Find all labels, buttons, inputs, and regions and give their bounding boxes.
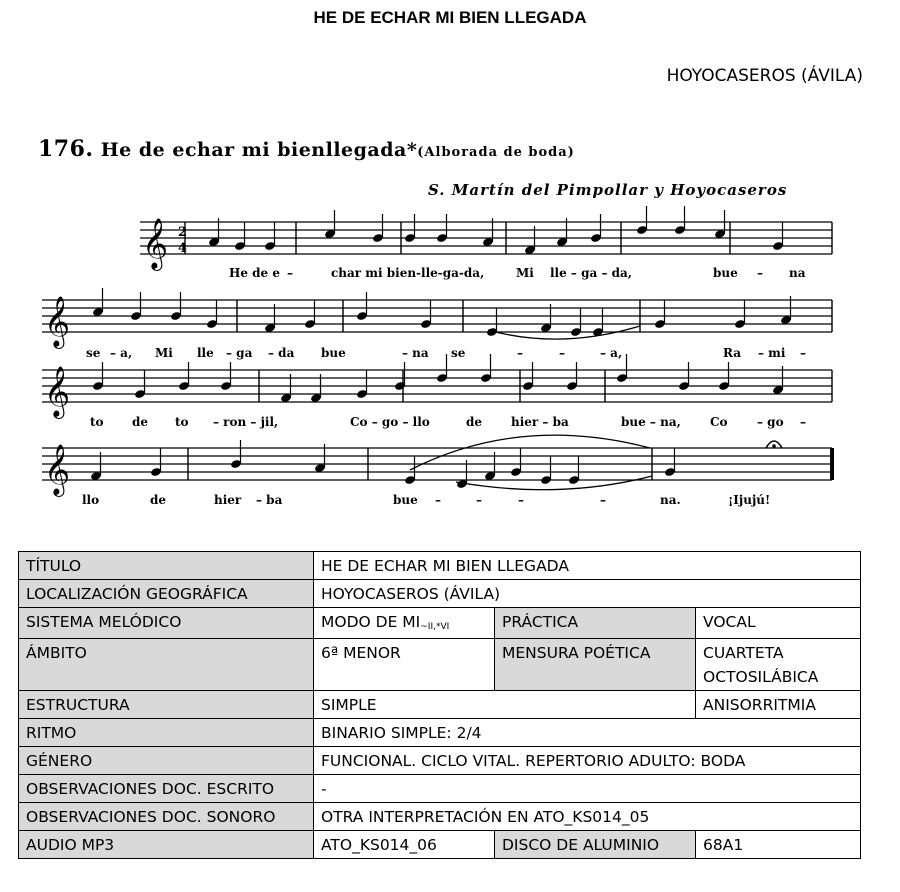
row-audio — [19, 831, 861, 859]
score-title-text: He de echar mi bienllegada* — [100, 139, 418, 161]
lyric-syllable: – a, — [600, 346, 623, 360]
lyric-syllable: se — [86, 346, 101, 360]
label-practica: PRÁCTICA — [495, 608, 696, 639]
label-sistema: SISTEMA MELÓDICO — [19, 608, 314, 639]
lyric-syllable: se — [451, 346, 466, 360]
lyric-syllable: bue — [393, 493, 418, 507]
lyric-syllable: – — [435, 493, 441, 507]
label-ambito: ÁMBITO — [19, 639, 314, 691]
row-ambito — [19, 639, 861, 691]
label-estructura: ESTRUCTURA — [19, 691, 314, 719]
lyric-syllable: – ga — [226, 346, 253, 360]
lyric-syllable: Mi — [155, 346, 173, 360]
label-disco: DISCO DE ALUMINIO — [495, 831, 696, 859]
value-audio: ATO_KS014_06 — [314, 831, 495, 859]
value-titulo: HE DE ECHAR MI BIEN LLEGADA — [314, 552, 861, 580]
lyric-syllable: – da — [268, 346, 295, 360]
lyric-syllable: llo — [82, 493, 100, 507]
lyric-line — [0, 493, 900, 513]
lyric-syllable: – — [757, 266, 763, 280]
value-practica: VOCAL — [696, 608, 861, 639]
value-estructura-2: ANISORRITMIA — [696, 691, 861, 719]
label-obs-escrito: OBSERVACIONES DOC. ESCRITO — [19, 775, 314, 803]
label-mensura: MENSURA POÉTICA — [495, 639, 696, 691]
treble-clef-icon: 𝄞 — [44, 296, 71, 347]
lyric-syllable: to — [175, 415, 189, 429]
value-genero: FUNCIONAL. CICLO VITAL. REPERTORIO ADULTO: BODA — [314, 747, 861, 775]
lyric-syllable: hier — [214, 493, 242, 507]
lyric-syllable: – — [800, 415, 806, 429]
lyric-syllable: – — [517, 346, 523, 360]
lyric-syllable: ¡Ijujú! — [728, 493, 771, 507]
lyric-syllable: – — [600, 493, 606, 507]
label-genero: GÉNERO — [19, 747, 314, 775]
lyric-syllable: bue – na, — [621, 415, 681, 429]
lyric-syllable: char mi bien-lle-ga-da, — [331, 266, 485, 280]
row-ritmo — [19, 719, 861, 747]
lyric-syllable: lle – ga – da, — [550, 266, 632, 280]
lyric-line — [0, 266, 900, 286]
lyric-syllable: bue — [321, 346, 346, 360]
value-mensura — [696, 639, 861, 691]
treble-clef-icon: 𝄞 — [44, 444, 71, 495]
row-titulo — [19, 552, 861, 580]
label-titulo: TÍTULO — [19, 552, 314, 580]
lyric-syllable: – — [518, 493, 524, 507]
value-obs-escrito: - — [314, 775, 861, 803]
score-origin: S. Martín del Pimpollar y Hoyocaseros — [428, 181, 788, 199]
info-table — [18, 551, 861, 859]
lyric-line — [0, 415, 900, 435]
value-ritmo: BINARIO SIMPLE: 2/4 — [314, 719, 861, 747]
lyric-syllable: de — [150, 493, 167, 507]
lyric-syllable: – — [476, 493, 482, 507]
lyric-syllable: – — [559, 346, 565, 360]
lyric-syllable: na — [789, 266, 806, 280]
lyric-syllable: – a, — [110, 346, 133, 360]
lyric-syllable: hier – ba — [511, 415, 569, 429]
lyric-syllable: na. — [660, 493, 681, 507]
lyric-syllable: lle — [197, 346, 214, 360]
value-mensura-line2: OCTOSILÁBICA — [703, 668, 819, 686]
row-genero — [19, 747, 861, 775]
label-localizacion: LOCALIZACIÓN GEOGRÁFICA — [19, 580, 314, 608]
score-subtitle: (Alborada de boda) — [417, 145, 575, 160]
treble-clef-icon: 𝄞 — [44, 366, 71, 417]
lyric-syllable: – na — [402, 346, 429, 360]
lyric-syllable: Ra — [723, 346, 742, 360]
lyric-syllable: de — [132, 415, 149, 429]
lyric-syllable: Co – go – llo — [350, 415, 430, 429]
lyric-syllable: de — [466, 415, 483, 429]
label-audio: AUDIO MP3 — [19, 831, 314, 859]
value-mensura-line1: CUARTETA — [703, 644, 784, 662]
time-signature-bottom: 4 — [178, 241, 188, 256]
slur — [410, 435, 650, 470]
row-sistema — [19, 608, 861, 639]
slur — [456, 476, 652, 490]
document-title: HE DE ECHAR MI BIEN LLEGADA — [313, 8, 587, 27]
row-obs-sonoro — [19, 803, 861, 831]
lyric-syllable: – ba — [256, 493, 283, 507]
row-obs-escrito — [19, 775, 861, 803]
treble-clef-icon: 𝄞 — [142, 218, 169, 269]
lyric-syllable: – mi — [758, 346, 786, 360]
value-sistema-sub: ~II,*VI — [420, 622, 450, 632]
row-localizacion — [19, 580, 861, 608]
lyric-syllable: bue — [713, 266, 738, 280]
score-number: 176. — [38, 136, 94, 162]
lyric-line — [0, 346, 900, 366]
lyric-syllable: – go — [757, 415, 784, 429]
lyric-syllable: – — [287, 266, 293, 280]
lyric-syllable: Co — [710, 415, 728, 429]
label-obs-sonoro: OBSERVACIONES DOC. SONORO — [19, 803, 314, 831]
lyric-syllable: – ron – jil, — [213, 415, 279, 429]
value-obs-sonoro: OTRA INTERPRETACIÓN EN ATO_KS014_05 — [314, 803, 861, 831]
lyric-syllable: Mi — [516, 266, 534, 280]
lyric-syllable: He de e — [229, 266, 280, 280]
fermata-dot — [772, 444, 776, 448]
time-signature-top: 2 — [178, 225, 188, 240]
value-sistema — [314, 608, 495, 639]
row-estructura — [19, 691, 861, 719]
document-location: HOYOCASEROS (ÁVILA) — [666, 66, 863, 86]
value-localizacion: HOYOCASEROS (ÁVILA) — [314, 580, 861, 608]
label-ritmo: RITMO — [19, 719, 314, 747]
value-estructura: SIMPLE — [314, 691, 696, 719]
lyric-syllable: – — [800, 346, 806, 360]
value-disco: 68A1 — [696, 831, 861, 859]
lyric-syllable: to — [90, 415, 104, 429]
value-ambito: 6ª MENOR — [314, 639, 495, 691]
value-sistema-text: MODO DE MI — [321, 613, 421, 631]
music-score — [30, 128, 860, 518]
